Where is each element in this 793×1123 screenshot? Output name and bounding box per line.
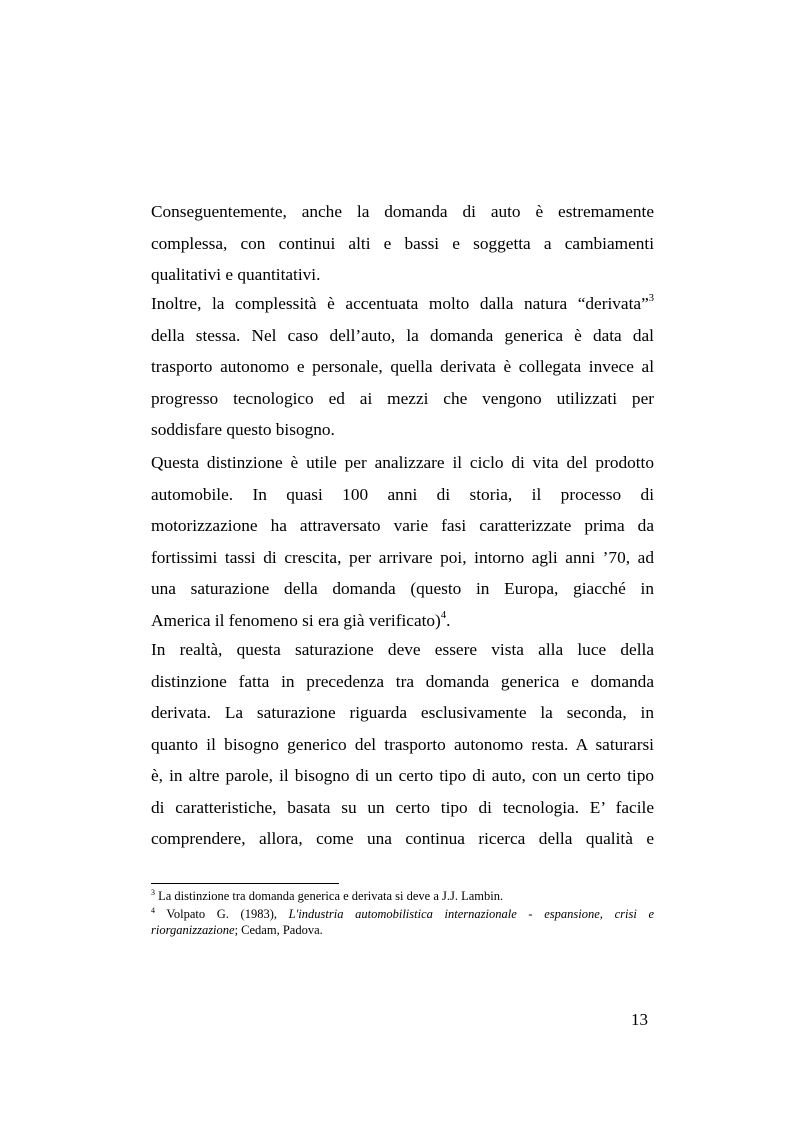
text-line-content: America il fenomeno si era già verificato)	[151, 610, 441, 630]
text-line-end: .	[446, 610, 451, 630]
footnote-title: L'industria automobilistica internazionale - espansione, crisi e	[288, 907, 654, 921]
text-line: Questa distinzione è utile per analizzare il ciclo di vita del prodotto	[151, 453, 654, 472]
paragraph-4	[151, 634, 654, 855]
footnote-ref-4[interactable]: 4	[440, 609, 447, 621]
text-line: motorizzazione ha attraversato varie fasi caratterizzate prima da	[151, 516, 654, 535]
text-line: è, in altre parole, il bisogno di un certo tipo di auto, con un certo tipo	[151, 766, 654, 785]
text-line: fortissimi tassi di crescita, per arrivare poi, intorno agli anni ’70, ad	[151, 547, 654, 567]
footnote-title: riorganizzazione	[151, 923, 235, 937]
page-number: 13	[631, 1010, 648, 1029]
footnote-separator	[151, 883, 339, 884]
text-line: quanto il bisogno generico del trasporto autonomo resta. A saturarsi	[151, 734, 654, 754]
footnote-line	[151, 922, 654, 938]
footnote-4	[151, 906, 654, 938]
paragraph-3	[151, 447, 654, 636]
text-line: soddisfare questo bisogno.	[151, 420, 335, 439]
text-line: distinzione fatta in precedenza tra domanda generica e domanda	[151, 671, 654, 691]
text-line	[151, 288, 654, 320]
text-line: comprendere, allora, come una continua ricerca della qualità e	[151, 829, 654, 848]
footnote-author: Volpato G. (1983),	[155, 907, 289, 921]
text-line: automobile. In quasi 100 anni di storia, il processo di	[151, 484, 654, 504]
text-line: trasporto autonomo e personale, quella derivata è collegata invece al	[151, 357, 654, 376]
text-line: In realtà, questa saturazione deve essere vista alla luce della	[151, 640, 654, 659]
text-line: derivata. La saturazione riguarda esclusivamente la seconda, in	[151, 703, 654, 722]
text-line: progresso tecnologico ed ai mezzi che vengono utilizzati per	[151, 388, 654, 408]
text-line: della stessa. Nel caso dell’auto, la domanda generica è data dal	[151, 325, 654, 345]
text-line: complessa, con continui alti e bassi e soggetta a cambiamenti	[151, 233, 654, 253]
text-line: una saturazione della domanda (questo in Europa, giacché in	[151, 579, 654, 598]
text-line-content: Inoltre, la complessità è accentuata molto dalla natura “derivata”	[151, 294, 649, 313]
text-line	[151, 605, 654, 637]
paragraph-2	[151, 288, 654, 446]
text-line: qualitativi e quantitativi.	[151, 265, 321, 284]
footnote-number: 3	[151, 888, 155, 897]
footnote-number: 4	[151, 906, 155, 915]
text-line: di caratteristiche, basata su un certo tipo di tecnologia. E’ facile	[151, 797, 654, 817]
footnote-publisher: ; Cedam, Padova.	[234, 923, 323, 937]
text-line: Conseguentemente, anche la domanda di auto è estremamente	[151, 202, 654, 221]
footnote-text: La distinzione tra domanda generica e derivata si deve a J.J. Lambin.	[155, 889, 504, 903]
footnote-3	[151, 889, 654, 904]
footnote-ref-3[interactable]: 3	[648, 293, 654, 304]
paragraph-1	[151, 196, 654, 291]
footnote-line	[151, 906, 654, 922]
